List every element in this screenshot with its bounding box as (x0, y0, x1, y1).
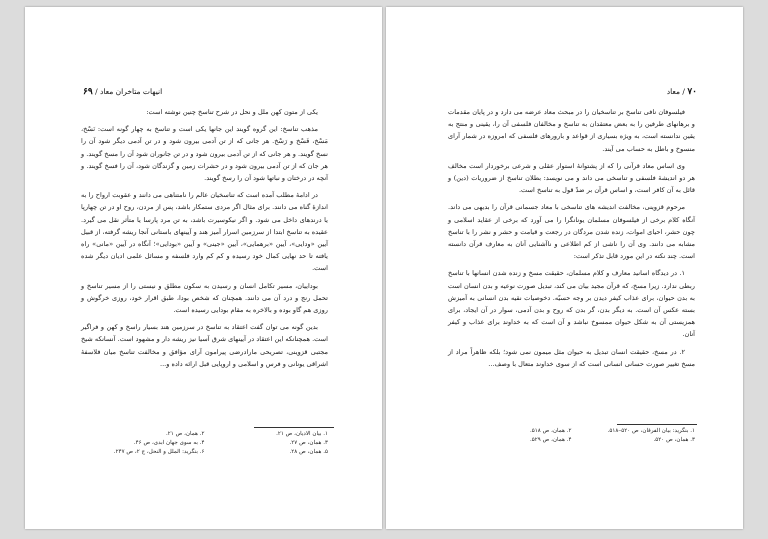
paragraph: مذهب تناسخ: این گروه گویند این جانها یکی است و تناسخ به چهار گونه است: نَسْخ، مَسْخ، فَسْخ و رَسْخ. هر جانی که از تن آدمی بیرون شود و در تن آدمی دیگر شود آن را نسخ گویند. و هر جانی که از تن آدمی بیرون شود و در تن جانوران شود آن را مسخ گویند. و هر جان که از تن آدمی بیرون شود و در حشرات زمین و گزندگان شود، آن را فسخ گویند. و آنچه در درختان و نباتها شود آن را رسخ گویند. (81, 125, 328, 183)
footnote-row (81, 439, 328, 448)
right-page-body (448, 106, 695, 375)
footnote: ۴. همان، ص ۵۲۹. (530, 437, 572, 443)
left-page-body (81, 106, 328, 375)
right-footnotes (448, 427, 695, 445)
right-page-header (667, 87, 697, 97)
left-running-title: انیهات متاخران معاد / (95, 87, 163, 96)
paragraph: فیلسوفان نافی تناسخ بر تناسخیان را در مبحث معاد عرضه می دارد و در پایان مقدمات و برهانهای طرفین را به بعض معتقدان به تناسخ و مخالفان فلسفی آن را، یقینی و منتج به یقین ندانسته است، به ویژه بسیاری از قواعد و بارورهای فلسفی که امروزه در شمار آرای منسوخ و باطل به حساب می آیند. (448, 108, 695, 153)
footnote-row (81, 430, 328, 439)
footnote-row (81, 448, 328, 457)
left-page-number: ۶۹ (83, 87, 93, 97)
right-page-number: ۷۰ (687, 87, 697, 97)
footnote-divider (617, 424, 697, 425)
paragraph: در ادامهٔ مطلب آمده است که تناسخیان عالم را نامتناهی می دانند و عقوبت ارواح را به اندازهٔ گناه می دانند. برای مثال اگر مردی ستمکار باشد، پس از مردن، روح او در تن چهارپا یا درندهای داخل می شود. و اگر نیکوسیرت باشد، به تن مرد پارسا یا متأثر نقل می گیرد. عقیده به تناسخ ابتدا از سرزمین اسرار آمیز هند و آیینهای باستانی آنجا ریشه گرفته، از قبیل آیین «ودایی»، آیین «برهمایی»، آیین «جینی» و آیین «بودایی»؛ آنگاه در آیین «مانی» راه یافته تا حد نهایی کمال خود رسیده و کم کم وارد فلسفه و مسائل علمی ادیان دیگر شده است. (81, 191, 328, 273)
footnote: ۲. همان، ص ۲۱. (166, 431, 205, 437)
paragraph: ۱. در دیدگاه اسانید معارف و کلام مسلمان، حقیقت مسخ و زنده شدن انسانها با تناسخ ربطی ندارد. زیرا مسخ، که قرآن مجید بیان می کند، تبدیل صورت نوعیه و بدن انسان است به بدن حیوان، برای عذاب کیفر دیدن بر وجه حسیّه. دخوصیات نقیه بدن انسانی به آمیزش بسته عکس آن است. به دیگر بدن، گر بدن که روح و بدن آدمی، سوار در آن ایجاد، برای همزیستی آن به شکل حیوان ممسوخ نباشد و آن است که به خداوند برای عذاب و کیفر آنان. (448, 269, 695, 339)
paragraph: بدین گونه می توان گفت اعتقاد به تناسخ در سرزمین هند بسیار راسخ و کهن و فراگیر است. همچنانکه این اعتقاد در آیینهای شرق آسیا نیز ریشه دار و مشهود است. آنسانکه شیخ مجتبی قزوینی، تصریحی مارادرضی پیرامون آرای مؤافق و مخالفت تناسخ میان فلاسفهٔ اشراقی یونانی و فرس و اسلامی و اروپایی قبل ارائه داده و... (81, 323, 328, 368)
paragraph: یکی از متون کهن ملل و نحل در شرح تناسخ چنین نوشته است: (146, 108, 318, 116)
footnote: ۳. همان، ص ۵۲۰. (653, 437, 695, 443)
left-footnotes (81, 430, 328, 457)
footnote: ۳. همان، ص ۲۷. (289, 440, 328, 446)
left-page (25, 7, 382, 529)
footnote: ۱. بیان الادیان، ص ۲۱. (276, 431, 328, 437)
footnote-divider (254, 427, 334, 428)
paragraph: وی اساس معاد قرآنی را که از پشتوانهٔ استوار عقلی و شرعی برخوردار است مخالف هر دو اندیشهٔ فلسفی و تناسخی می داند و می نویسد: بطلان تناسخ از ضروریات (دین) و قائل به آن کافر است، و اساس قرآن بر ضدّ قول به تناسخ است. (448, 161, 695, 195)
paragraph: مرحوم قزوینی، مخالفت اندیشه های تناسخی با معاد جسمانی قرآن را بدیهی می داند. آنگاه کلام برخی از فیلسوفان مسلمان یونانگرا را می آورد که برخی از عقاید اسلامی و چون حشر، احیای اموات، زنده شدن مردگان در رجعت و قیامت و حشر و نشر را با تناسخ مشابه می دانند. وی آن را ناشی از کم اطلاعی و ناآشنایی آنان به معارف قرآن دانسته است. چند نکته در این مورد قابل تذکر است: (448, 203, 695, 261)
footnote: ۵. همان، ص ۲۸. (289, 449, 328, 455)
left-page-header (83, 87, 162, 97)
footnote: ۲. همان، ص ۵۱۸. (530, 428, 572, 434)
paragraph: بوداییان، مسیر تکامل انسان و رسیدن به سکون مطلق و نیستی را از مسیر تناسخ و تحمل رنج و درد آن می دانند. همچنان که شخص بودا، طبق اقرار خود، روزی خرگوش و روزی هم گاو بوده و بالاخره به مقام بودایی رسیده است. (81, 281, 328, 315)
footnote: ۴. به سوی جهان ابدی، ص ۴۶. (133, 440, 205, 446)
footnote-row (448, 427, 695, 436)
right-running-title: / معاد (666, 87, 685, 96)
footnote: ۶. بنگرید: الملل و النحل، ج ۲، ص ۲۴۷. (113, 449, 205, 455)
right-page (386, 7, 743, 529)
footnote-row (448, 436, 695, 445)
paragraph: ۲. در مسخ، حقیقت انسان تبدیل به حیوان مثل میمون نمی شود؛ بلکه ظاهراً مراد از مسخ تغییر صورت حسانی انسانی است که از سوی خداوند متعال با وصف... (448, 347, 695, 368)
footnote: ۱. بنگرید: بیان الفرقان، ص ۵۲۰–۵۱۸. (607, 428, 695, 434)
